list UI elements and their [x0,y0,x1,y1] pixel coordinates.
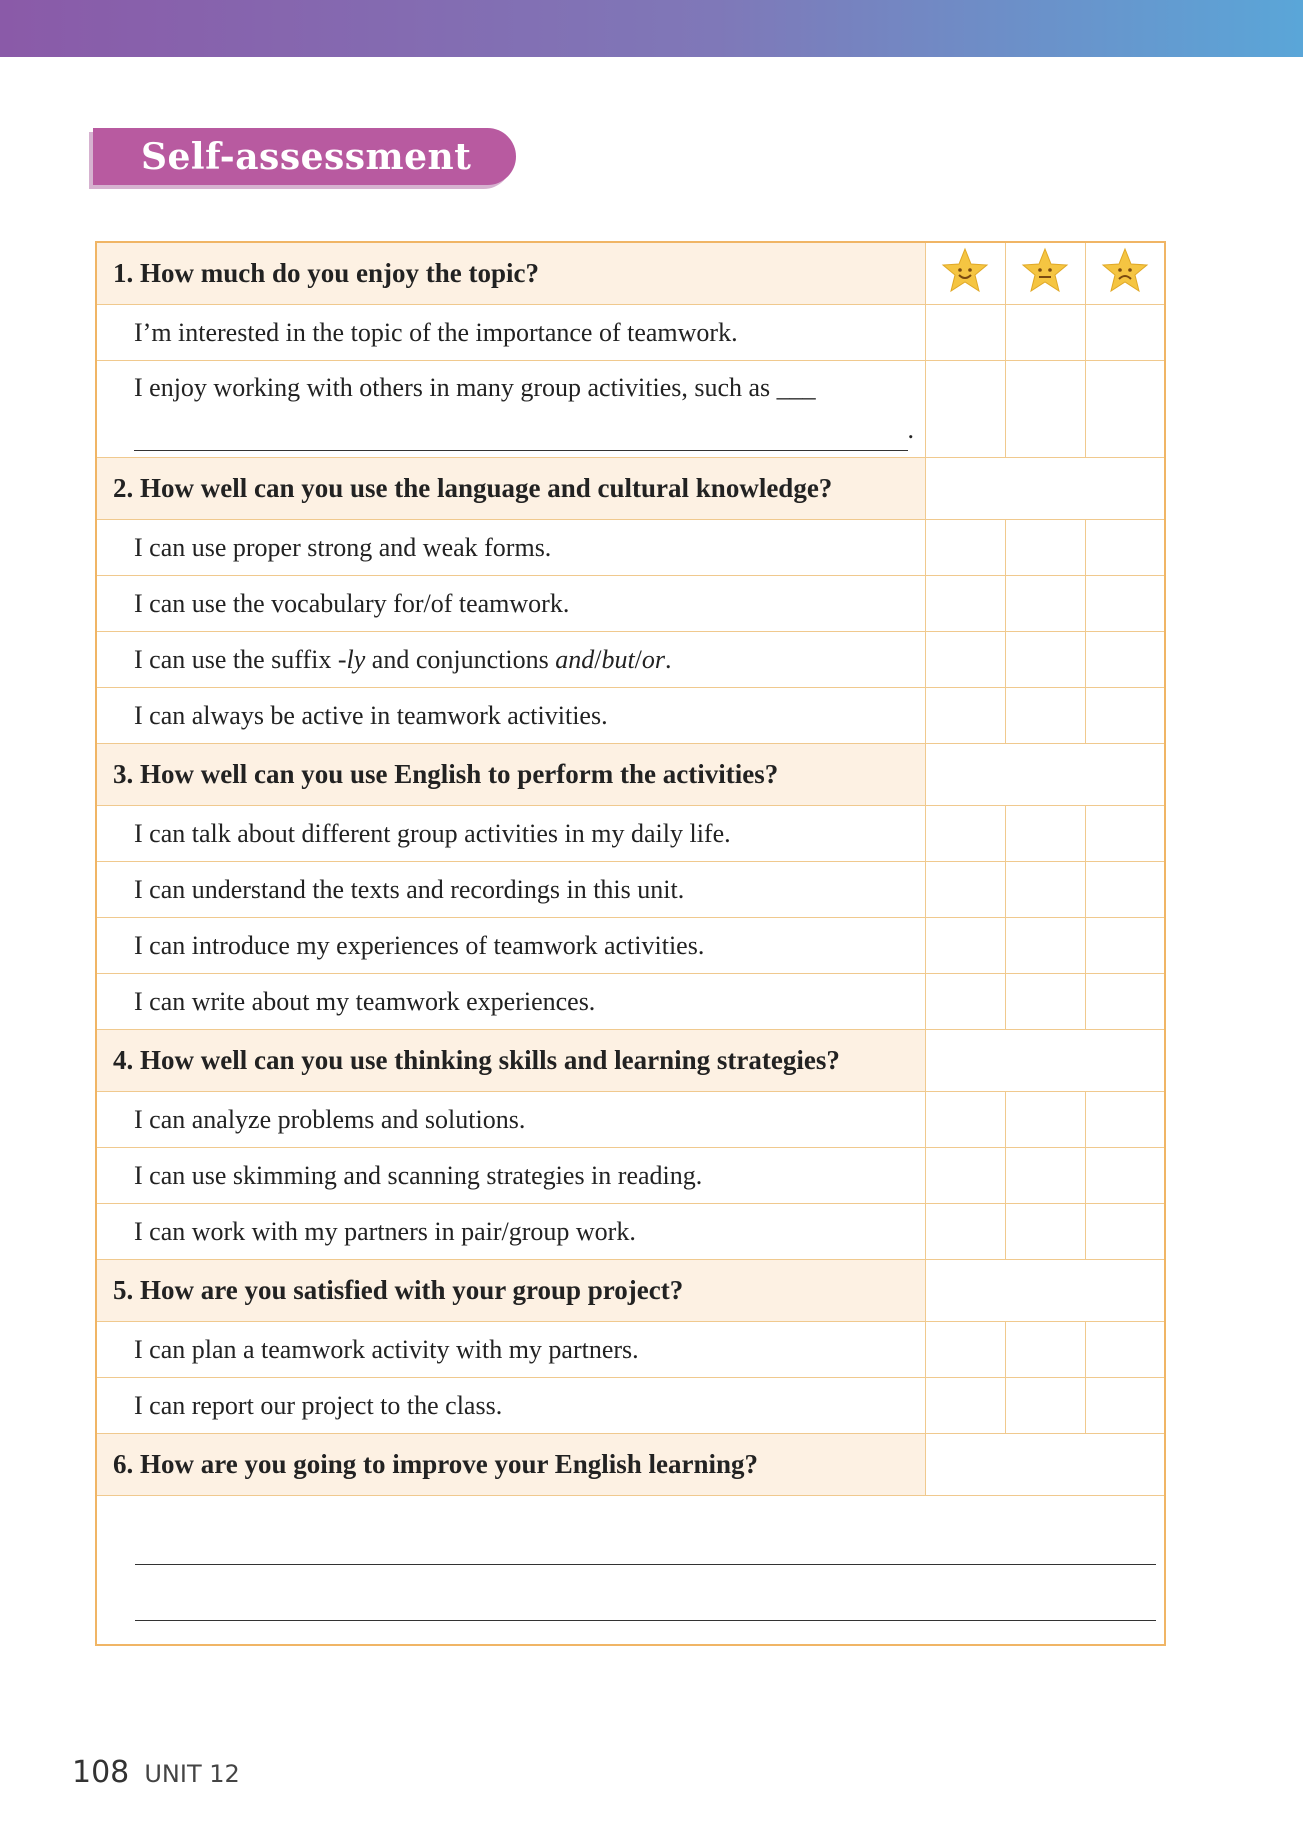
rating-box-sad[interactable] [1085,576,1165,632]
rating-box-neutral[interactable] [1005,806,1085,862]
rating-box-sad[interactable] [1085,1378,1165,1434]
rating-box-neutral[interactable] [1005,918,1085,974]
section-row-4 [96,1030,1165,1092]
rating-box-smile[interactable] [925,305,1005,361]
answer-area [96,1496,1165,1646]
rating-box-smile[interactable] [925,1378,1005,1434]
statement-text: I can use skimming and scanning strategies in reading. [96,1148,925,1204]
assessment-row [96,1204,1165,1260]
rating-box-neutral[interactable] [1005,305,1085,361]
rating-box-sad[interactable] [1085,806,1165,862]
section-row-6 [96,1434,1165,1496]
statement-text: I can report our project to the class. [96,1378,925,1434]
assessment-row [96,1148,1165,1204]
statement-suffix: I can use the suffix -ly and conjunctions and/but/or. [96,632,925,688]
section-question: 5. How are you satisfied with your group project? [96,1260,925,1322]
rating-box-neutral[interactable] [1005,1378,1085,1434]
statement-text: I enjoy working with others in many group activities, such as ___ [134,373,816,402]
rating-box-smile[interactable] [925,974,1005,1030]
rating-box-neutral[interactable] [1005,1204,1085,1260]
rating-box-smile[interactable] [925,632,1005,688]
statement-text: I can plan a teamwork activity with my partners. [96,1322,925,1378]
rating-box-neutral[interactable] [1005,862,1085,918]
rating-box-smile[interactable] [925,688,1005,744]
statement-text: I can analyze problems and solutions. [96,1092,925,1148]
statement-text: I can understand the texts and recordings in this unit. [96,862,925,918]
rating-box-neutral[interactable] [1005,361,1085,458]
rating-box-sad[interactable] [1085,974,1165,1030]
assessment-row [96,305,1165,361]
top-color-band [0,0,1303,57]
neutral-face-star-icon [1005,242,1085,305]
rating-box-smile[interactable] [925,1148,1005,1204]
rating-box-smile[interactable] [925,361,1005,458]
assessment-row [96,862,1165,918]
answer-row [96,1496,1165,1646]
rating-box-smile[interactable] [925,862,1005,918]
assessment-row [96,520,1165,576]
rating-box-sad[interactable] [1085,1322,1165,1378]
rating-box-sad[interactable] [1085,305,1165,361]
answer-line-1[interactable] [135,1564,1156,1565]
rating-box-neutral[interactable] [1005,576,1085,632]
section-row-3 [96,744,1165,806]
assessment-row [96,688,1165,744]
rating-box-neutral[interactable] [1005,520,1085,576]
rating-box-smile[interactable] [925,576,1005,632]
page-number: 108 [72,1755,130,1790]
rating-box-sad[interactable] [1085,520,1165,576]
statement-with-blank: I enjoy working with others in many group activities, such as ___ . [96,361,925,458]
assessment-row [96,361,1165,458]
section-title-tab [93,128,516,185]
rating-box-neutral[interactable] [1005,1148,1085,1204]
assessment-row [96,576,1165,632]
section-question: 3. How well can you use English to perform the activities? [96,744,925,806]
statement-text: I can always be active in teamwork activities. [96,688,925,744]
rating-box-sad[interactable] [1085,688,1165,744]
rating-box-sad[interactable] [1085,361,1165,458]
self-assessment-table [95,241,1166,1646]
statement-text: I’m interested in the topic of the importance of teamwork. [96,305,925,361]
sad-face-star-icon [1085,242,1165,305]
fill-in-blank-line[interactable] [134,422,908,451]
assessment-row [96,1092,1165,1148]
rating-box-smile[interactable] [925,1322,1005,1378]
section-question: 2. How well can you use the language and cultural knowledge? [96,458,925,520]
assessment-row [96,1322,1165,1378]
statement-text: I can introduce my experiences of teamwork activities. [96,918,925,974]
rating-box-smile[interactable] [925,806,1005,862]
rating-box-smile[interactable] [925,1204,1005,1260]
rating-box-neutral[interactable] [1005,688,1085,744]
statement-text: I can use the vocabulary for/of teamwork. [96,576,925,632]
section-question: 4. How well can you use thinking skills and learning strategies? [96,1030,925,1092]
statement-text: I can write about my teamwork experiences. [96,974,925,1030]
rating-box-neutral[interactable] [1005,1322,1085,1378]
statement-text: I can talk about different group activities in my daily life. [96,806,925,862]
rating-box-neutral[interactable] [1005,974,1085,1030]
rating-box-sad[interactable] [1085,918,1165,974]
rating-box-sad[interactable] [1085,862,1165,918]
rating-box-sad[interactable] [1085,1092,1165,1148]
rating-box-neutral[interactable] [1005,632,1085,688]
assessment-row [96,974,1165,1030]
rating-box-sad[interactable] [1085,1148,1165,1204]
section-row-5 [96,1260,1165,1322]
unit-label: UNIT 12 [144,1760,240,1788]
statement-text: I can use proper strong and weak forms. [96,520,925,576]
rating-box-neutral[interactable] [1005,1092,1085,1148]
assessment-row [96,1378,1165,1434]
answer-line-2[interactable] [135,1620,1156,1621]
smiling-face-star-icon [925,242,1005,305]
section-question: 1. How much do you enjoy the topic? [96,242,925,305]
section-row-1 [96,242,1165,305]
section-question: 6. How are you going to improve your English learning? [96,1434,925,1496]
rating-box-smile[interactable] [925,918,1005,974]
page-footer [72,1755,240,1790]
statement-text: I can work with my partners in pair/group work. [96,1204,925,1260]
rating-box-smile[interactable] [925,520,1005,576]
rating-box-smile[interactable] [925,1092,1005,1148]
assessment-row [96,632,1165,688]
page-title: Self-assessment [141,136,472,178]
assessment-row [96,806,1165,862]
rating-box-sad[interactable] [1085,632,1165,688]
section-row-2 [96,458,1165,520]
rating-box-sad[interactable] [1085,1204,1165,1260]
assessment-row [96,918,1165,974]
